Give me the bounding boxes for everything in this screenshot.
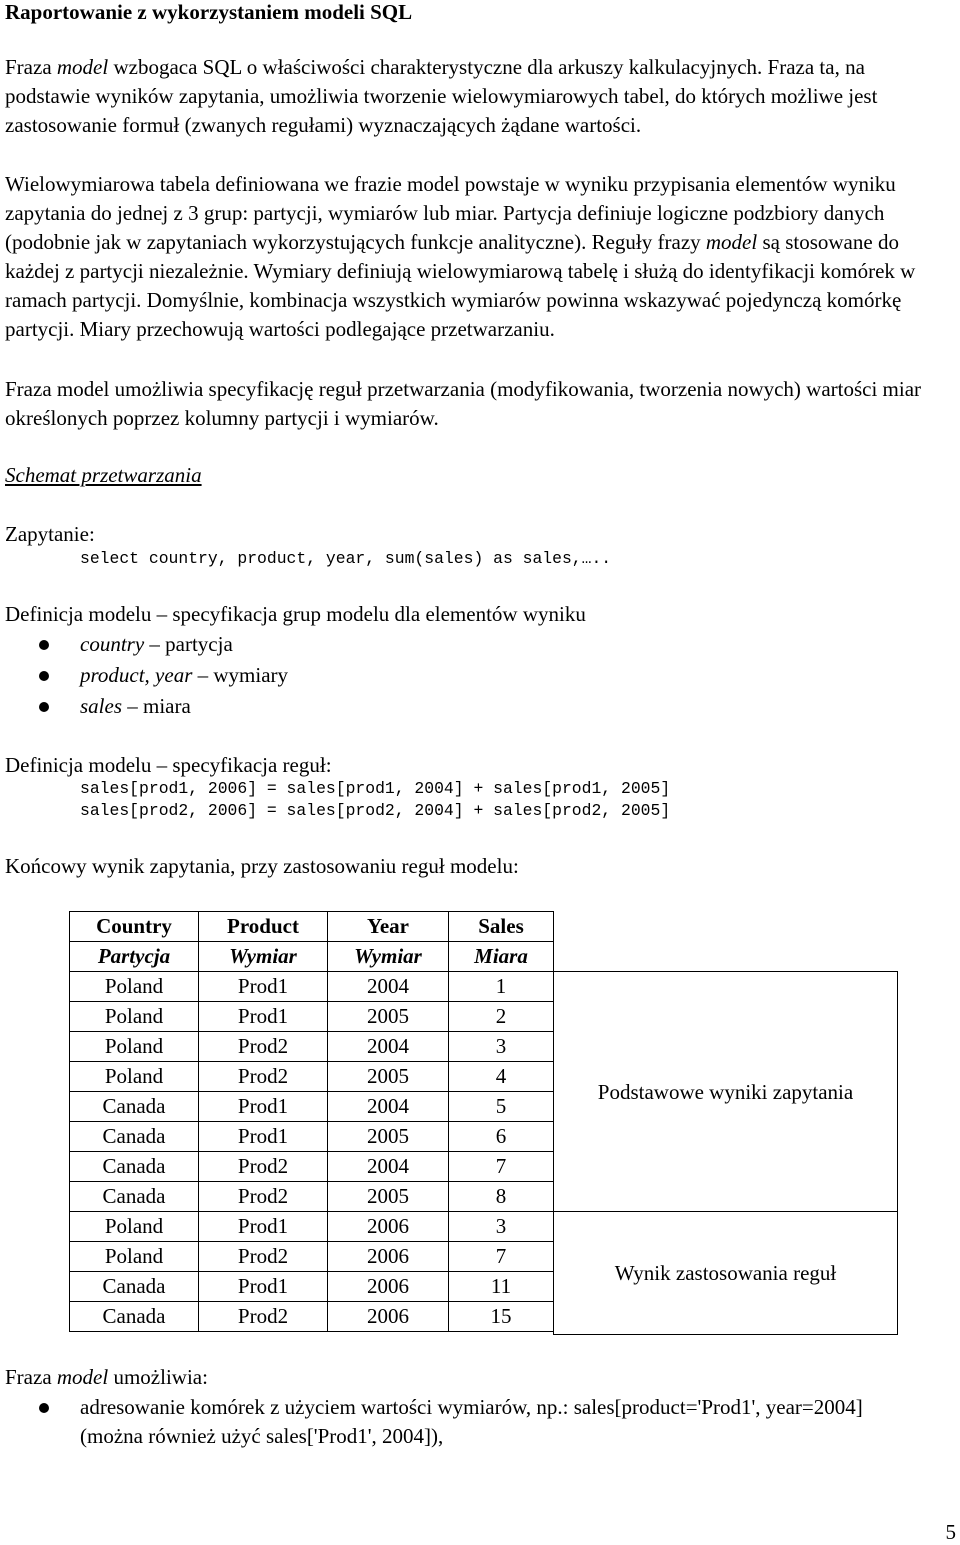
column-header: Product xyxy=(199,912,328,942)
text: umożliwia: xyxy=(108,1365,208,1389)
intro-paragraph-2 xyxy=(5,170,955,344)
table-cell: 8 xyxy=(449,1182,554,1212)
table-row xyxy=(70,1272,554,1302)
table-cell: Canada xyxy=(70,1152,199,1182)
table-cell: Canada xyxy=(70,1182,199,1212)
bullet-icon xyxy=(39,640,49,650)
table-cell: 3 xyxy=(449,1212,554,1242)
text: są stosowane do każdej z partycji niezależnie. Wymiary definiują wielowymiarową tabelę i służą do identyfikacji komórek w ramach partycji. Domyślnie, kombinacja wszystkich wymiarów powinna wskazywać pojedynczą komórkę partycji. Miary przechowują wartości podlegające przetwarzaniu. xyxy=(5,230,916,341)
table-cell: Prod2 xyxy=(199,1032,328,1062)
item-text: adresowanie komórek z użyciem wartości wymiarów, np.: sales[product='Prod1', year=2004] (można również użyć sales['Prod1', 2004]), xyxy=(80,1395,863,1448)
list-item xyxy=(5,1393,905,1451)
model-definition-label: Definicja modelu – specyfikacja grup modelu dla elementów wyniku xyxy=(5,602,586,626)
table-cell: 5 xyxy=(449,1092,554,1122)
bullet-icon xyxy=(39,702,49,712)
table-cell: 11 xyxy=(449,1272,554,1302)
table-role-row xyxy=(70,942,554,972)
table-cell: 6 xyxy=(449,1122,554,1152)
table-row xyxy=(70,1032,554,1062)
query-label: Zapytanie: xyxy=(5,522,95,546)
table-cell: Prod1 xyxy=(199,1272,328,1302)
term: product, year xyxy=(80,663,193,687)
table-cell: Poland xyxy=(70,1242,199,1272)
table-cell: Poland xyxy=(70,1032,199,1062)
text: Wielowymiarowa tabela definiowana we frazie model powstaje w wyniku przypisania elementów wyniku zapytania do jednej z 3 grup: partycji, wymiarów lub miar. Partycja definiuje logiczne podzbiory danych (podobnie jak w zapytaniach wykorzystujących funkcje analityczne). Reguły frazy xyxy=(5,172,896,254)
rules-results-box xyxy=(553,1211,898,1335)
final-result-label: Końcowy wynik zapytania, przy zastosowaniu reguł modelu: xyxy=(5,854,519,878)
table-cell: 1 xyxy=(449,972,554,1002)
table-cell: Prod1 xyxy=(199,1122,328,1152)
table-cell: 15 xyxy=(449,1302,554,1332)
text: wzbogaca SQL o właściwości charakterystyczne dla arkuszy kalkulacyjnych. Fraza ta, na podstawie wyników zapytania, umożliwia tworzenie wielowymiarowych tabel, do których możliwe jest zastosowanie formuł (zwanych regułami) wyznaczających żądane wartości. xyxy=(5,55,878,137)
table-cell: Prod1 xyxy=(199,1002,328,1032)
table-cell: 2006 xyxy=(328,1212,449,1242)
role-cell: Wymiar xyxy=(328,942,449,972)
list-item xyxy=(5,629,288,660)
table-row xyxy=(70,1152,554,1182)
table-cell: Prod1 xyxy=(199,1092,328,1122)
table-cell: 2006 xyxy=(328,1302,449,1332)
table-cell: 2004 xyxy=(328,1092,449,1122)
table-cell: Canada xyxy=(70,1122,199,1152)
intro-paragraph-1 xyxy=(5,53,955,140)
rules-label: Definicja modelu – specyfikacja reguł: xyxy=(5,753,332,777)
table-cell: Prod2 xyxy=(199,1182,328,1212)
table-cell: 2006 xyxy=(328,1272,449,1302)
table-cell: 4 xyxy=(449,1062,554,1092)
model-groups-list xyxy=(5,629,288,722)
table-cell: 7 xyxy=(449,1152,554,1182)
table-cell: Canada xyxy=(70,1092,199,1122)
rule-code-1: sales[prod1, 2006] = sales[prod1, 2004] + sales[prod1, 2005] xyxy=(80,779,671,798)
table-cell: 2005 xyxy=(328,1062,449,1092)
table-row xyxy=(70,1062,554,1092)
table-cell: Poland xyxy=(70,1002,199,1032)
section-heading: Schemat przetwarzania xyxy=(5,463,202,487)
term: sales xyxy=(80,694,122,718)
table-cell: 2004 xyxy=(328,972,449,1002)
desc: – wymiary xyxy=(192,663,289,687)
table-row xyxy=(70,972,554,1002)
table-cell: Prod2 xyxy=(199,1242,328,1272)
column-header: Year xyxy=(328,912,449,942)
table-cell: 2006 xyxy=(328,1242,449,1272)
query-code: select country, product, year, sum(sales) as sales,….. xyxy=(80,549,612,568)
table-row xyxy=(70,1182,554,1212)
table-cell: Canada xyxy=(70,1272,199,1302)
box-label: Wynik zastosowania reguł xyxy=(614,1260,837,1285)
model-term: model xyxy=(56,55,109,79)
table-cell: 3 xyxy=(449,1032,554,1062)
desc: – partycja xyxy=(144,632,233,656)
table-cell: Prod2 xyxy=(199,1152,328,1182)
basic-results-box xyxy=(553,971,898,1213)
table-row xyxy=(70,1302,554,1332)
role-cell: Wymiar xyxy=(199,942,328,972)
column-header: Sales xyxy=(449,912,554,942)
table-cell: Poland xyxy=(70,1212,199,1242)
allows-list xyxy=(5,1393,905,1451)
role-cell: Partycja xyxy=(70,942,199,972)
table-row xyxy=(70,1242,554,1272)
text: Fraza xyxy=(5,1365,57,1389)
bullet-icon xyxy=(39,1403,49,1413)
model-term: model xyxy=(705,230,758,254)
page-title: Raportowanie z wykorzystaniem modeli SQL xyxy=(5,0,413,24)
table-row xyxy=(70,1002,554,1032)
table-cell: Prod2 xyxy=(199,1062,328,1092)
table-cell: Prod2 xyxy=(199,1302,328,1332)
box-label: Podstawowe wyniki zapytania xyxy=(597,1079,854,1104)
table-cell: Prod1 xyxy=(199,1212,328,1242)
bullet-icon xyxy=(39,671,49,681)
table-cell: 2005 xyxy=(328,1002,449,1032)
table-cell: 2004 xyxy=(328,1152,449,1182)
table-cell: 7 xyxy=(449,1242,554,1272)
table-cell: Canada xyxy=(70,1302,199,1332)
list-item xyxy=(5,660,288,691)
table-row xyxy=(70,1212,554,1242)
text: Fraza xyxy=(5,55,57,79)
table-cell: 2 xyxy=(449,1002,554,1032)
intro-paragraph-3: Fraza model umożliwia specyfikację reguł przetwarzania (modyfikowania, tworzenia nowych) wartości miar określonych poprzez kolumny partycji i wymiarów. xyxy=(5,377,922,430)
allows-label xyxy=(5,1363,208,1392)
table-cell: 2005 xyxy=(328,1182,449,1212)
table-cell: 2005 xyxy=(328,1122,449,1152)
role-cell: Miara xyxy=(449,942,554,972)
table-row xyxy=(70,1092,554,1122)
table-cell: Prod1 xyxy=(199,972,328,1002)
desc: – miara xyxy=(122,694,191,718)
term: country xyxy=(80,632,145,656)
model-term: model xyxy=(56,1365,109,1389)
table-row xyxy=(70,1122,554,1152)
table-cell: Poland xyxy=(70,972,199,1002)
column-header: Country xyxy=(70,912,199,942)
table-cell: 2004 xyxy=(328,1032,449,1062)
table-cell: Poland xyxy=(70,1062,199,1092)
table-header-row xyxy=(70,912,554,942)
results-table xyxy=(69,911,554,1332)
page-number: 5 xyxy=(945,1520,956,1544)
rule-code-2: sales[prod2, 2006] = sales[prod2, 2004] + sales[prod2, 2005] xyxy=(80,801,671,820)
list-item xyxy=(5,691,288,722)
